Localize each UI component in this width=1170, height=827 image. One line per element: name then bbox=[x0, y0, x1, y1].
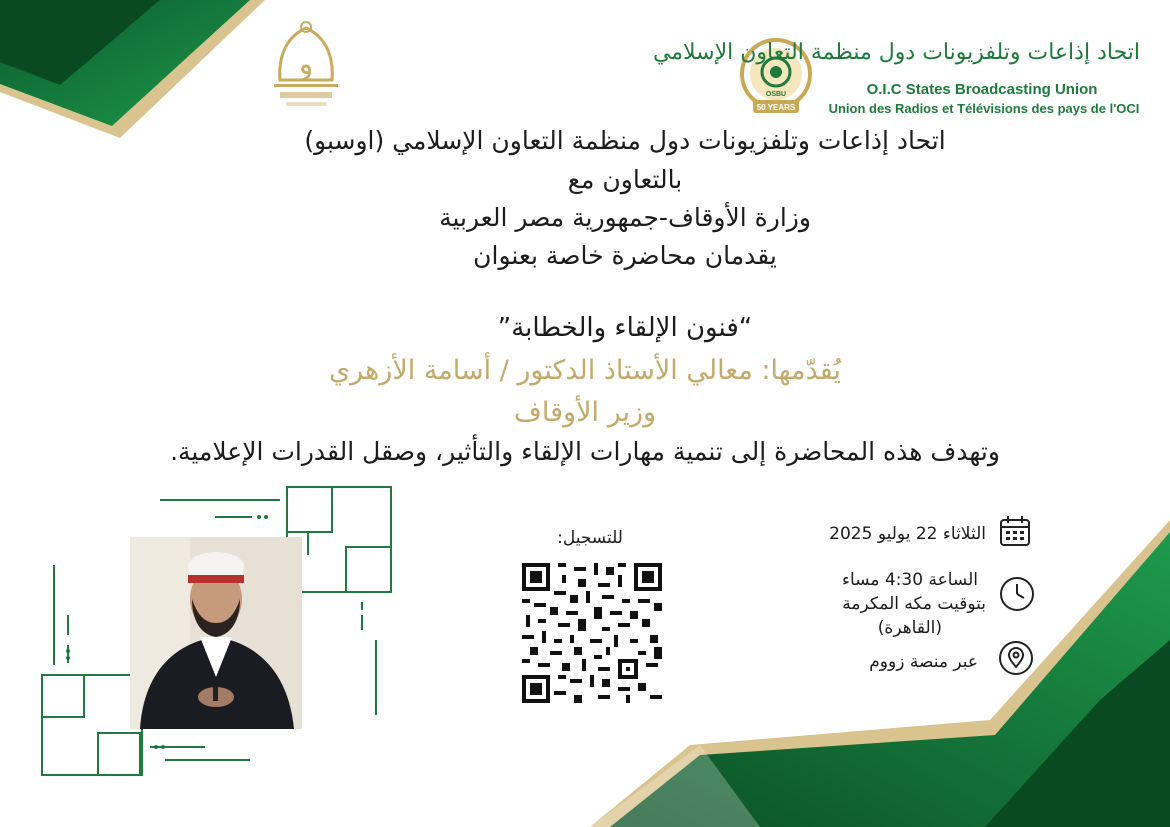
union-name-english: O.I.C States Broadcasting Union bbox=[866, 81, 1098, 98]
clock-icon bbox=[998, 575, 1036, 613]
header-line-union: اتحاد إذاعات وتلفزيونات دول منظمة التعاون الإسلامي (اوسبو) bbox=[304, 126, 946, 155]
lecture-presenter: يُقدّمها: معالي الأستاذ الدكتور / أسامة الأزهري bbox=[329, 355, 841, 386]
header-line-cooperation: بالتعاون مع bbox=[567, 165, 683, 194]
presenter-role: وزير الأوقاف bbox=[513, 397, 657, 428]
speaker-photo bbox=[130, 537, 302, 729]
event-date: الثلاثاء 22 يوليو 2025 bbox=[829, 524, 986, 544]
event-location: عبر منصة زووم bbox=[869, 652, 978, 672]
union-name-arabic: اتحاد إذاعات وتلفزيونات دول منظمة التعاون الإسلامي bbox=[652, 40, 1140, 65]
svg-text:OSBU: OSBU bbox=[765, 91, 787, 98]
event-city: (القاهرة) bbox=[877, 618, 942, 638]
registration-qr-code[interactable] bbox=[522, 563, 662, 703]
svg-text:و: و bbox=[298, 47, 314, 82]
union-name-french: Union des Radios et Télévisions des pays de l'OCI bbox=[828, 101, 1140, 116]
location-pin-icon bbox=[998, 640, 1034, 676]
lecture-goal: وتهدف هذه المحاضرة إلى تنمية مهارات الإلقاء والتأثير، وصقل القدرات الإعلامية. bbox=[170, 437, 1000, 466]
registration-label: للتسجيل: bbox=[557, 528, 623, 548]
header-line-ministry: وزارة الأوقاف-جمهورية مصر العربية bbox=[439, 203, 811, 232]
header-line-present: يقدمان محاضرة خاصة بعنوان bbox=[473, 241, 777, 270]
badge-years: 50 YEARS bbox=[756, 103, 796, 112]
lecture-title: “فنون الإلقاء والخطابة” bbox=[497, 313, 753, 343]
event-time: الساعة 4:30 مساء bbox=[842, 570, 978, 590]
calendar-icon bbox=[998, 514, 1032, 548]
ministry-logo bbox=[258, 18, 354, 122]
event-timezone: بتوقيت مكه المكرمة bbox=[842, 594, 986, 614]
